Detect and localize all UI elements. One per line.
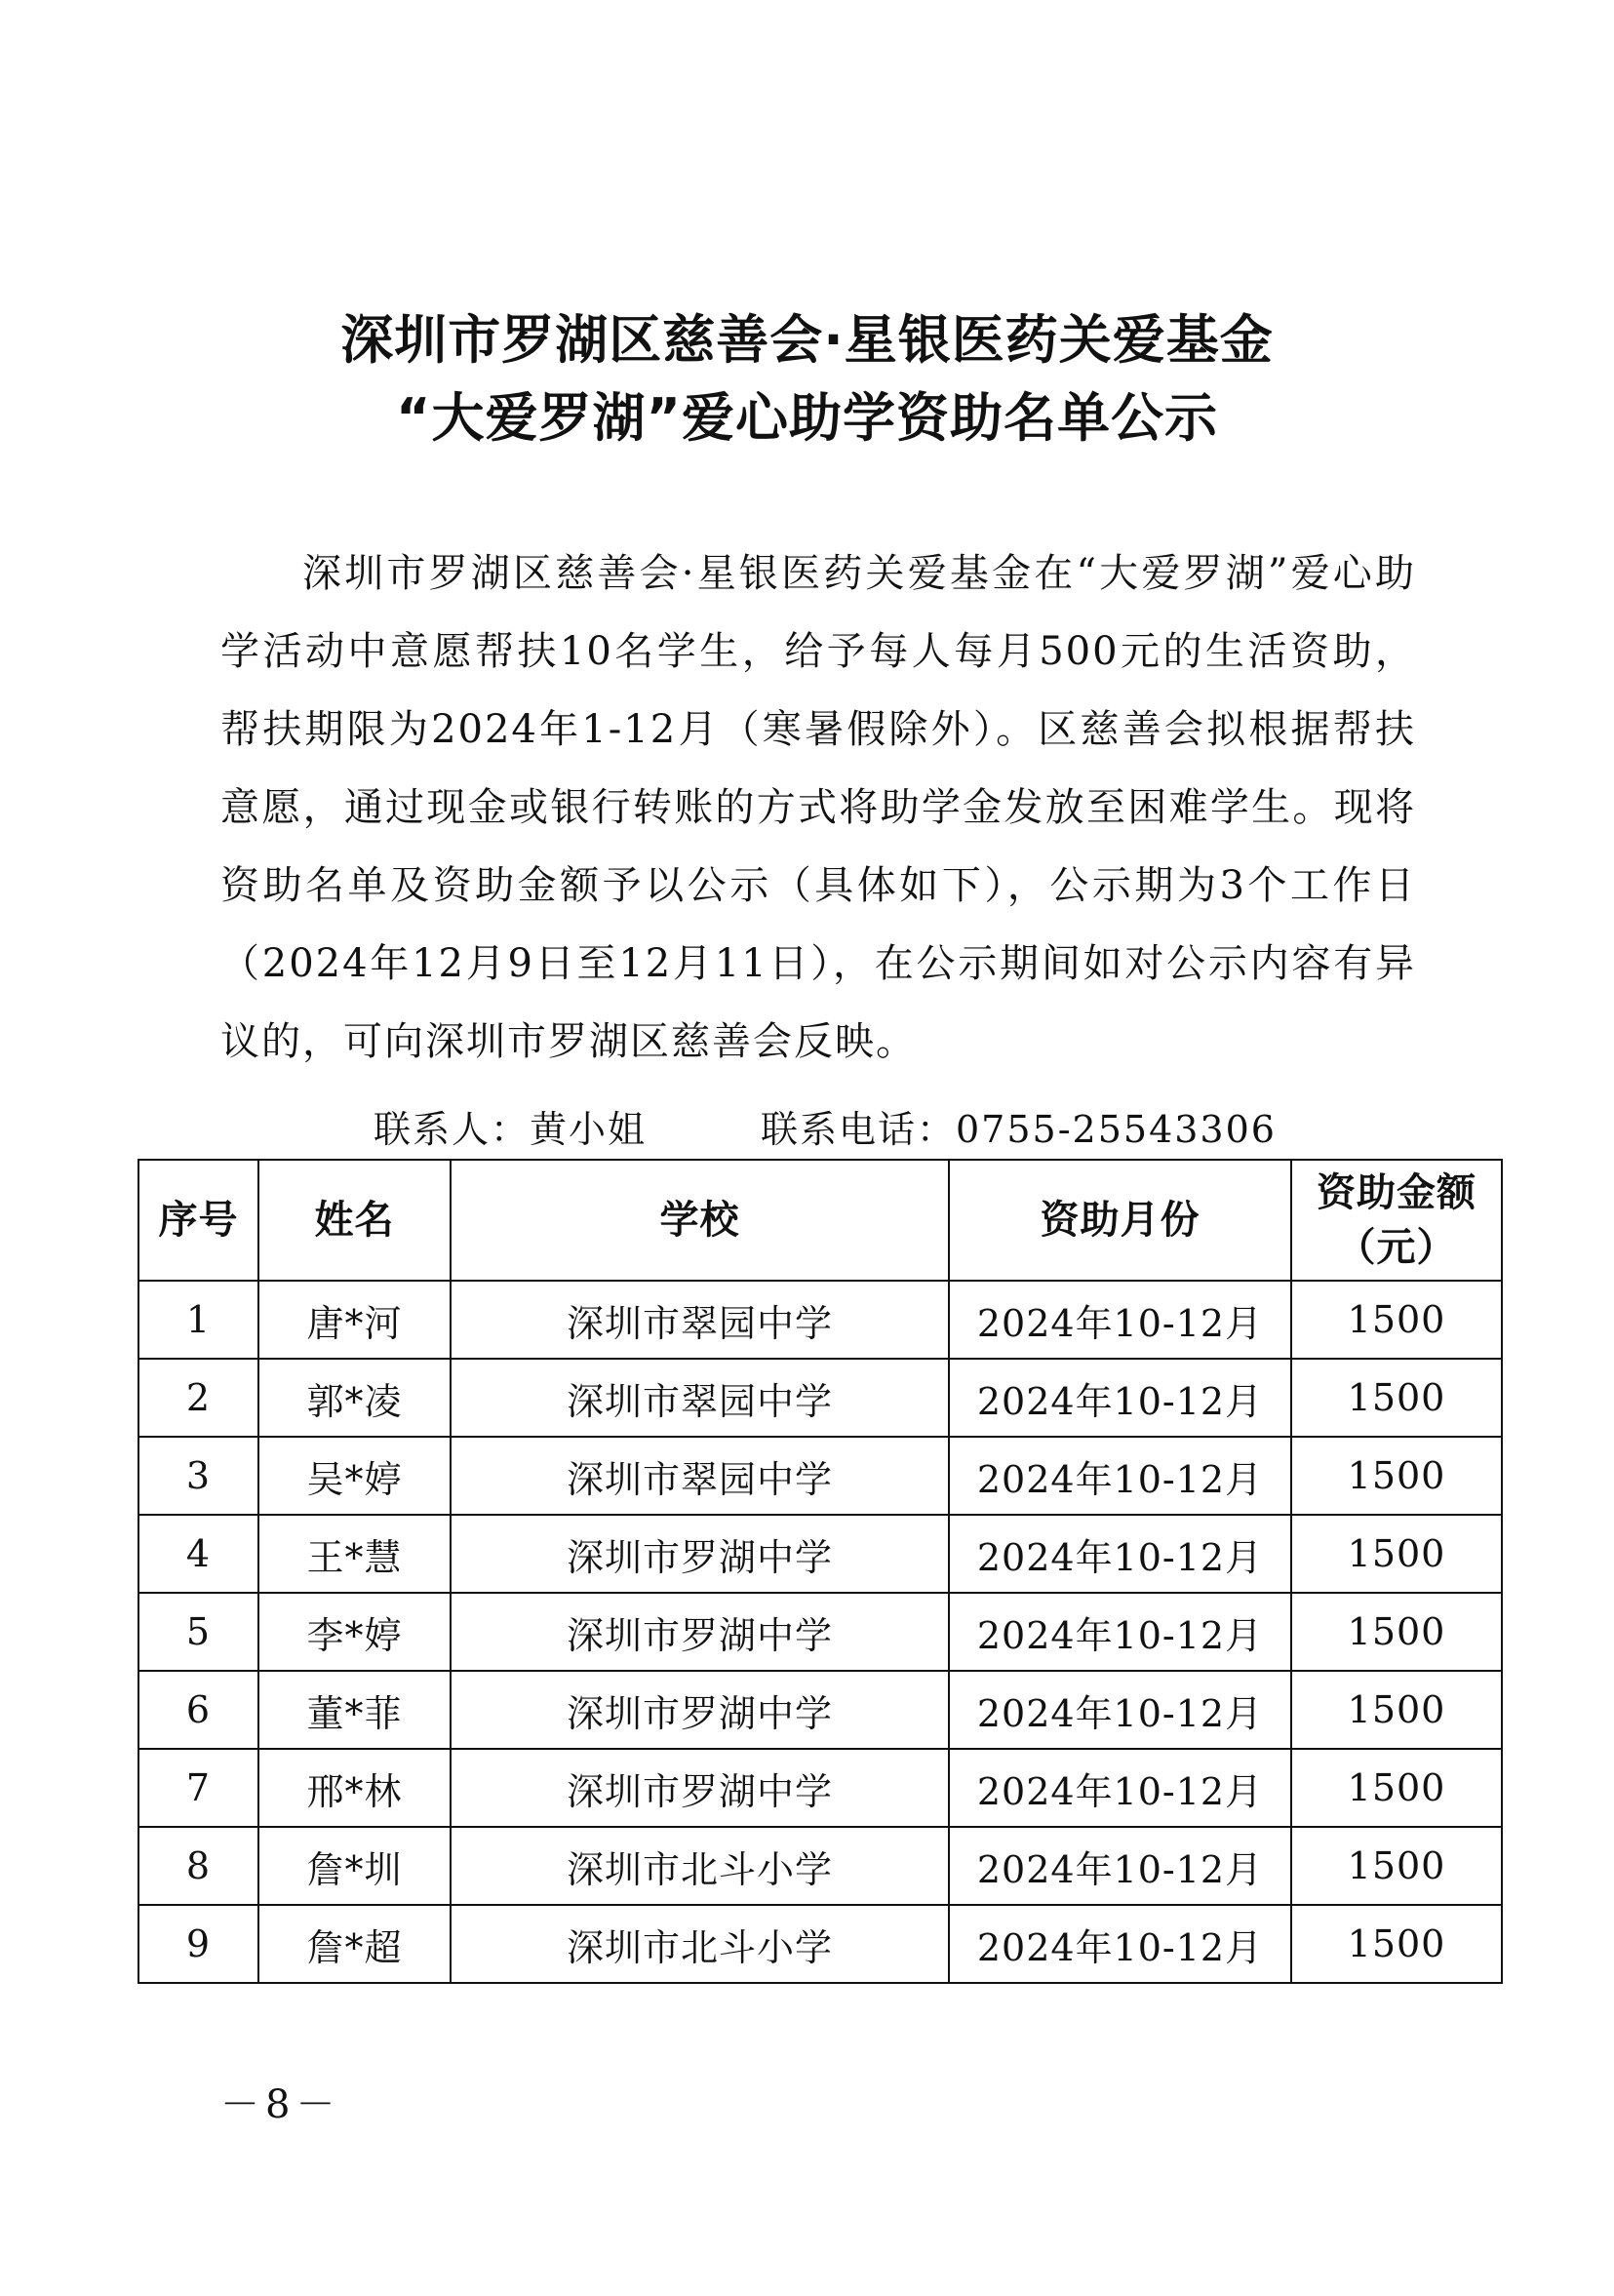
contact-phone: 联系电话：0755-25543306 (761, 1108, 1277, 1151)
cell-name: 吴*婷 (258, 1437, 451, 1515)
cell-seq: 7 (138, 1749, 258, 1827)
table-row (138, 1671, 1502, 1749)
cell-months: 2024年10-12月 (949, 1905, 1291, 1983)
table-row (138, 1905, 1502, 1983)
document-title-line-2: “大爱罗湖”爱心助学资助名单公示 (396, 387, 1218, 449)
cell-seq: 9 (138, 1905, 258, 1983)
cell-months: 2024年10-12月 (949, 1671, 1291, 1749)
cell-amount: 1500 (1291, 1281, 1502, 1359)
cell-amount: 1500 (1291, 1515, 1502, 1593)
cell-school: 深圳市北斗小学 (451, 1827, 949, 1905)
cell-amount: 1500 (1291, 1437, 1502, 1515)
header-months: 资助月份 (949, 1160, 1291, 1281)
header-name: 姓名 (258, 1160, 451, 1281)
cell-amount: 1500 (1291, 1671, 1502, 1749)
cell-months: 2024年10-12月 (949, 1593, 1291, 1671)
table-row (138, 1359, 1502, 1437)
cell-name: 詹*超 (258, 1905, 451, 1983)
cell-seq: 5 (138, 1593, 258, 1671)
cell-months: 2024年10-12月 (949, 1827, 1291, 1905)
cell-name: 邢*林 (258, 1749, 451, 1827)
cell-amount: 1500 (1291, 1827, 1502, 1905)
cell-name: 董*菲 (258, 1671, 451, 1749)
cell-amount: 1500 (1291, 1905, 1502, 1983)
cell-months: 2024年10-12月 (949, 1749, 1291, 1827)
table-header-row (138, 1160, 1502, 1281)
grant-recipients-table (138, 1159, 1503, 1984)
cell-school: 深圳市罗湖中学 (451, 1515, 949, 1593)
header-school: 学校 (451, 1160, 949, 1281)
header-amount (1291, 1160, 1502, 1281)
cell-months: 2024年10-12月 (949, 1515, 1291, 1593)
cell-seq: 1 (138, 1281, 258, 1359)
cell-school: 深圳市罗湖中学 (451, 1671, 949, 1749)
header-seq: 序号 (138, 1160, 258, 1281)
cell-amount: 1500 (1291, 1359, 1502, 1437)
document-title-line-1: 深圳市罗湖区慈善会·星银医药关爱基金 (340, 309, 1274, 371)
cell-school: 深圳市罗湖中学 (451, 1749, 949, 1827)
cell-amount: 1500 (1291, 1593, 1502, 1671)
cell-months: 2024年10-12月 (949, 1281, 1291, 1359)
cell-seq: 4 (138, 1515, 258, 1593)
cell-months: 2024年10-12月 (949, 1437, 1291, 1515)
cell-seq: 3 (138, 1437, 258, 1515)
cell-name: 唐*河 (258, 1281, 451, 1359)
cell-seq: 2 (138, 1359, 258, 1437)
cell-months: 2024年10-12月 (949, 1359, 1291, 1437)
cell-school: 深圳市翠园中学 (451, 1281, 949, 1359)
table-row (138, 1593, 1502, 1671)
cell-school: 深圳市翠园中学 (451, 1359, 949, 1437)
cell-name: 李*婷 (258, 1593, 451, 1671)
announcement-paragraph: 深圳市罗湖区慈善会·星银医药关爱基金在“大爱罗湖”爱心助学活动中意愿帮扶10名学生，给予每人每月500元的生活资助，帮扶期限为2024年1-12月（寒暑假除外）。区慈善会拟根据帮扶意愿，通过现金或银行转账的方式将助学金发放至困难学生。现将资助名单及资助金额予以公示（具体如下），公示期为3个工作日（2024年12月9日至12月11日），在公示期间如对公示内容有异议的，可向深圳市罗湖区慈善会反映。 (220, 551, 1416, 1064)
cell-name: 詹*圳 (258, 1827, 451, 1905)
table-row (138, 1749, 1502, 1827)
cell-name: 郭*凌 (258, 1359, 451, 1437)
table-row (138, 1281, 1502, 1359)
table-row (138, 1515, 1502, 1593)
cell-seq: 6 (138, 1671, 258, 1749)
table-row (138, 1437, 1502, 1515)
cell-seq: 8 (138, 1827, 258, 1905)
table-row (138, 1827, 1502, 1905)
cell-name: 王*慧 (258, 1515, 451, 1593)
cell-school: 深圳市北斗小学 (451, 1905, 949, 1983)
header-amount-label: 资助金额 (1317, 1170, 1476, 1215)
header-amount-unit: （元） (1336, 1225, 1457, 1270)
cell-amount: 1500 (1291, 1749, 1502, 1827)
contact-person: 联系人：黄小姐 (374, 1108, 648, 1151)
cell-school: 深圳市罗湖中学 (451, 1593, 949, 1671)
page-number: －8－ (220, 2082, 341, 2127)
cell-school: 深圳市翠园中学 (451, 1437, 949, 1515)
